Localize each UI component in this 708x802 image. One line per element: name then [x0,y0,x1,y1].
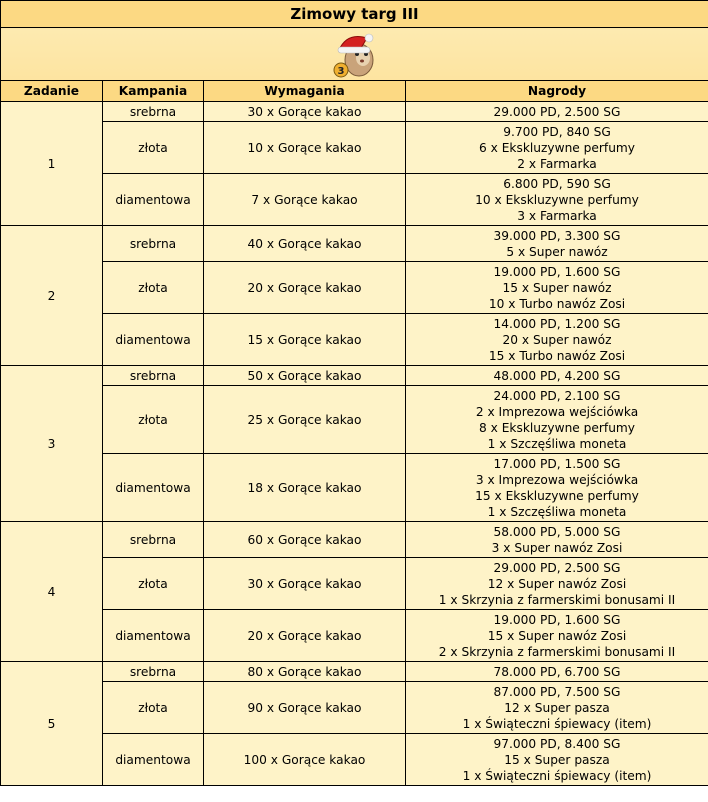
reward-line: 15 x Super pasza [504,752,610,767]
header-kampania: Kampania [103,81,204,102]
wymagania-cell: 10 x Gorące kakao [204,122,406,174]
table-row [1,734,708,786]
wymagania-cell: 25 x Gorące kakao [204,386,406,454]
reward-line: 1 x Skrzynia z farmerskimi bonusami II [438,592,676,607]
reward-line: 17.000 PD, 1.500 SG [493,456,621,471]
kampania-cell: złota [103,262,204,314]
santa-hamster-icon [327,28,383,80]
kampania-cell: złota [103,122,204,174]
wymagania-cell: 30 x Gorące kakao [204,102,406,122]
kampania-cell: diamentowa [103,454,204,522]
kampania-cell: srebrna [103,522,204,558]
reward-line: 29.000 PD, 2.500 SG [493,560,621,575]
reward-line: 24.000 PD, 2.100 SG [493,388,621,403]
wymagania-cell: 7 x Gorące kakao [204,174,406,226]
reward-line: 15 x Super nawóz [502,280,612,295]
reward-line: 39.000 PD, 3.300 SG [493,228,621,243]
reward-line: 12 x Super pasza [504,700,610,715]
table-row [1,366,708,386]
reward-line: 1 x Szczęśliwa moneta [487,436,627,451]
reward-line: 2 x Imprezowa wejściówka [475,404,639,419]
reward-line: 1 x Świąteczni śpiewacy (item) [462,768,652,783]
nagrody-cell [406,682,708,734]
nagrody-cell [406,366,708,386]
kampania-cell: złota [103,386,204,454]
kampania-cell: złota [103,558,204,610]
reward-line: 1 x Szczęśliwa moneta [487,504,627,519]
reward-line: 29.000 PD, 2.500 SG [493,104,621,119]
reward-line: 5 x Super nawóz [506,244,608,259]
wymagania-cell: 80 x Gorące kakao [204,662,406,682]
reward-line: 10 x Ekskluzywne perfumy [475,192,639,207]
wymagania-cell: 18 x Gorące kakao [204,454,406,522]
reward-line: 15 x Super nawóz Zosi [487,628,627,643]
table-row [1,122,708,174]
title-row [1,1,708,28]
wymagania-cell: 90 x Gorące kakao [204,682,406,734]
kampania-cell: diamentowa [103,610,204,662]
reward-line: 58.000 PD, 5.000 SG [493,524,621,539]
reward-line: 1 x Świąteczni śpiewacy (item) [462,716,652,731]
kampania-cell: srebrna [103,662,204,682]
table-row [1,558,708,610]
badge-number: 3 [337,66,344,77]
table-row [1,662,708,682]
nagrody-cell [406,662,708,682]
zadanie-cell: 2 [1,226,103,366]
kampania-cell: srebrna [103,226,204,262]
table-row [1,174,708,226]
reward-line: 19.000 PD, 1.600 SG [493,612,621,627]
nagrody-cell [406,262,708,314]
reward-line: 15 x Turbo nawóz Zosi [488,348,626,363]
kampania-cell: diamentowa [103,314,204,366]
reward-line: 19.000 PD, 1.600 SG [493,264,621,279]
table-title: Zimowy targ III [1,1,708,28]
event-image-cell [1,28,708,81]
reward-line: 10 x Turbo nawóz Zosi [488,296,626,311]
reward-line: 2 x Farmarka [517,156,597,171]
table-row [1,386,708,454]
nagrody-cell [406,558,708,610]
table-row [1,314,708,366]
wymagania-cell: 20 x Gorące kakao [204,262,406,314]
reward-line: 78.000 PD, 6.700 SG [493,664,621,679]
reward-line: 14.000 PD, 1.200 SG [493,316,621,331]
nagrody-cell [406,314,708,366]
wymagania-cell: 15 x Gorące kakao [204,314,406,366]
kampania-cell: diamentowa [103,174,204,226]
wymagania-cell: 20 x Gorące kakao [204,610,406,662]
reward-line: 87.000 PD, 7.500 SG [493,684,621,699]
table-row [1,682,708,734]
reward-line: 3 x Super nawóz Zosi [491,540,623,555]
image-row [1,28,708,81]
kampania-cell: diamentowa [103,734,204,786]
zadanie-cell: 3 [1,366,103,522]
nagrody-cell [406,522,708,558]
table-row [1,522,708,558]
table-row [1,226,708,262]
wymagania-cell: 40 x Gorące kakao [204,226,406,262]
wymagania-cell: 100 x Gorące kakao [204,734,406,786]
wymagania-cell: 60 x Gorące kakao [204,522,406,558]
nagrody-cell [406,610,708,662]
reward-line: 97.000 PD, 8.400 SG [493,736,621,751]
nagrody-cell [406,734,708,786]
reward-line: 15 x Ekskluzywne perfumy [475,488,639,503]
kampania-cell: srebrna [103,102,204,122]
nagrody-cell [406,226,708,262]
wymagania-cell: 50 x Gorące kakao [204,366,406,386]
kampania-cell: srebrna [103,366,204,386]
header-row [1,81,708,102]
reward-line: 6 x Ekskluzywne perfumy [479,140,636,155]
reward-line: 8 x Ekskluzywne perfumy [479,420,636,435]
header-wymagania: Wymagania [204,81,406,102]
table-row [1,454,708,522]
zadanie-cell: 4 [1,522,103,662]
nagrody-cell [406,454,708,522]
nagrody-cell [406,386,708,454]
reward-line: 48.000 PD, 4.200 SG [493,368,621,383]
reward-line: 3 x Farmarka [517,208,597,223]
wymagania-cell: 30 x Gorące kakao [204,558,406,610]
zadanie-cell: 1 [1,102,103,226]
nagrody-cell [406,174,708,226]
table-row [1,262,708,314]
table-row [1,102,708,122]
reward-line: 3 x Imprezowa wejściówka [475,472,639,487]
reward-line: 2 x Skrzynia z farmerskimi bonusami II [438,644,676,659]
nagrody-cell [406,102,708,122]
reward-line: 12 x Super nawóz Zosi [487,576,627,591]
reward-line: 9.700 PD, 840 SG [503,124,611,139]
reward-line: 6.800 PD, 590 SG [503,176,611,191]
kampania-cell: złota [103,682,204,734]
table-body [1,102,708,786]
table-row [1,610,708,662]
zadanie-cell: 5 [1,662,103,786]
reward-line: 20 x Super nawóz [502,332,612,347]
nagrody-cell [406,122,708,174]
header-nagrody: Nagrody [406,81,708,102]
header-zadanie: Zadanie [1,81,103,102]
